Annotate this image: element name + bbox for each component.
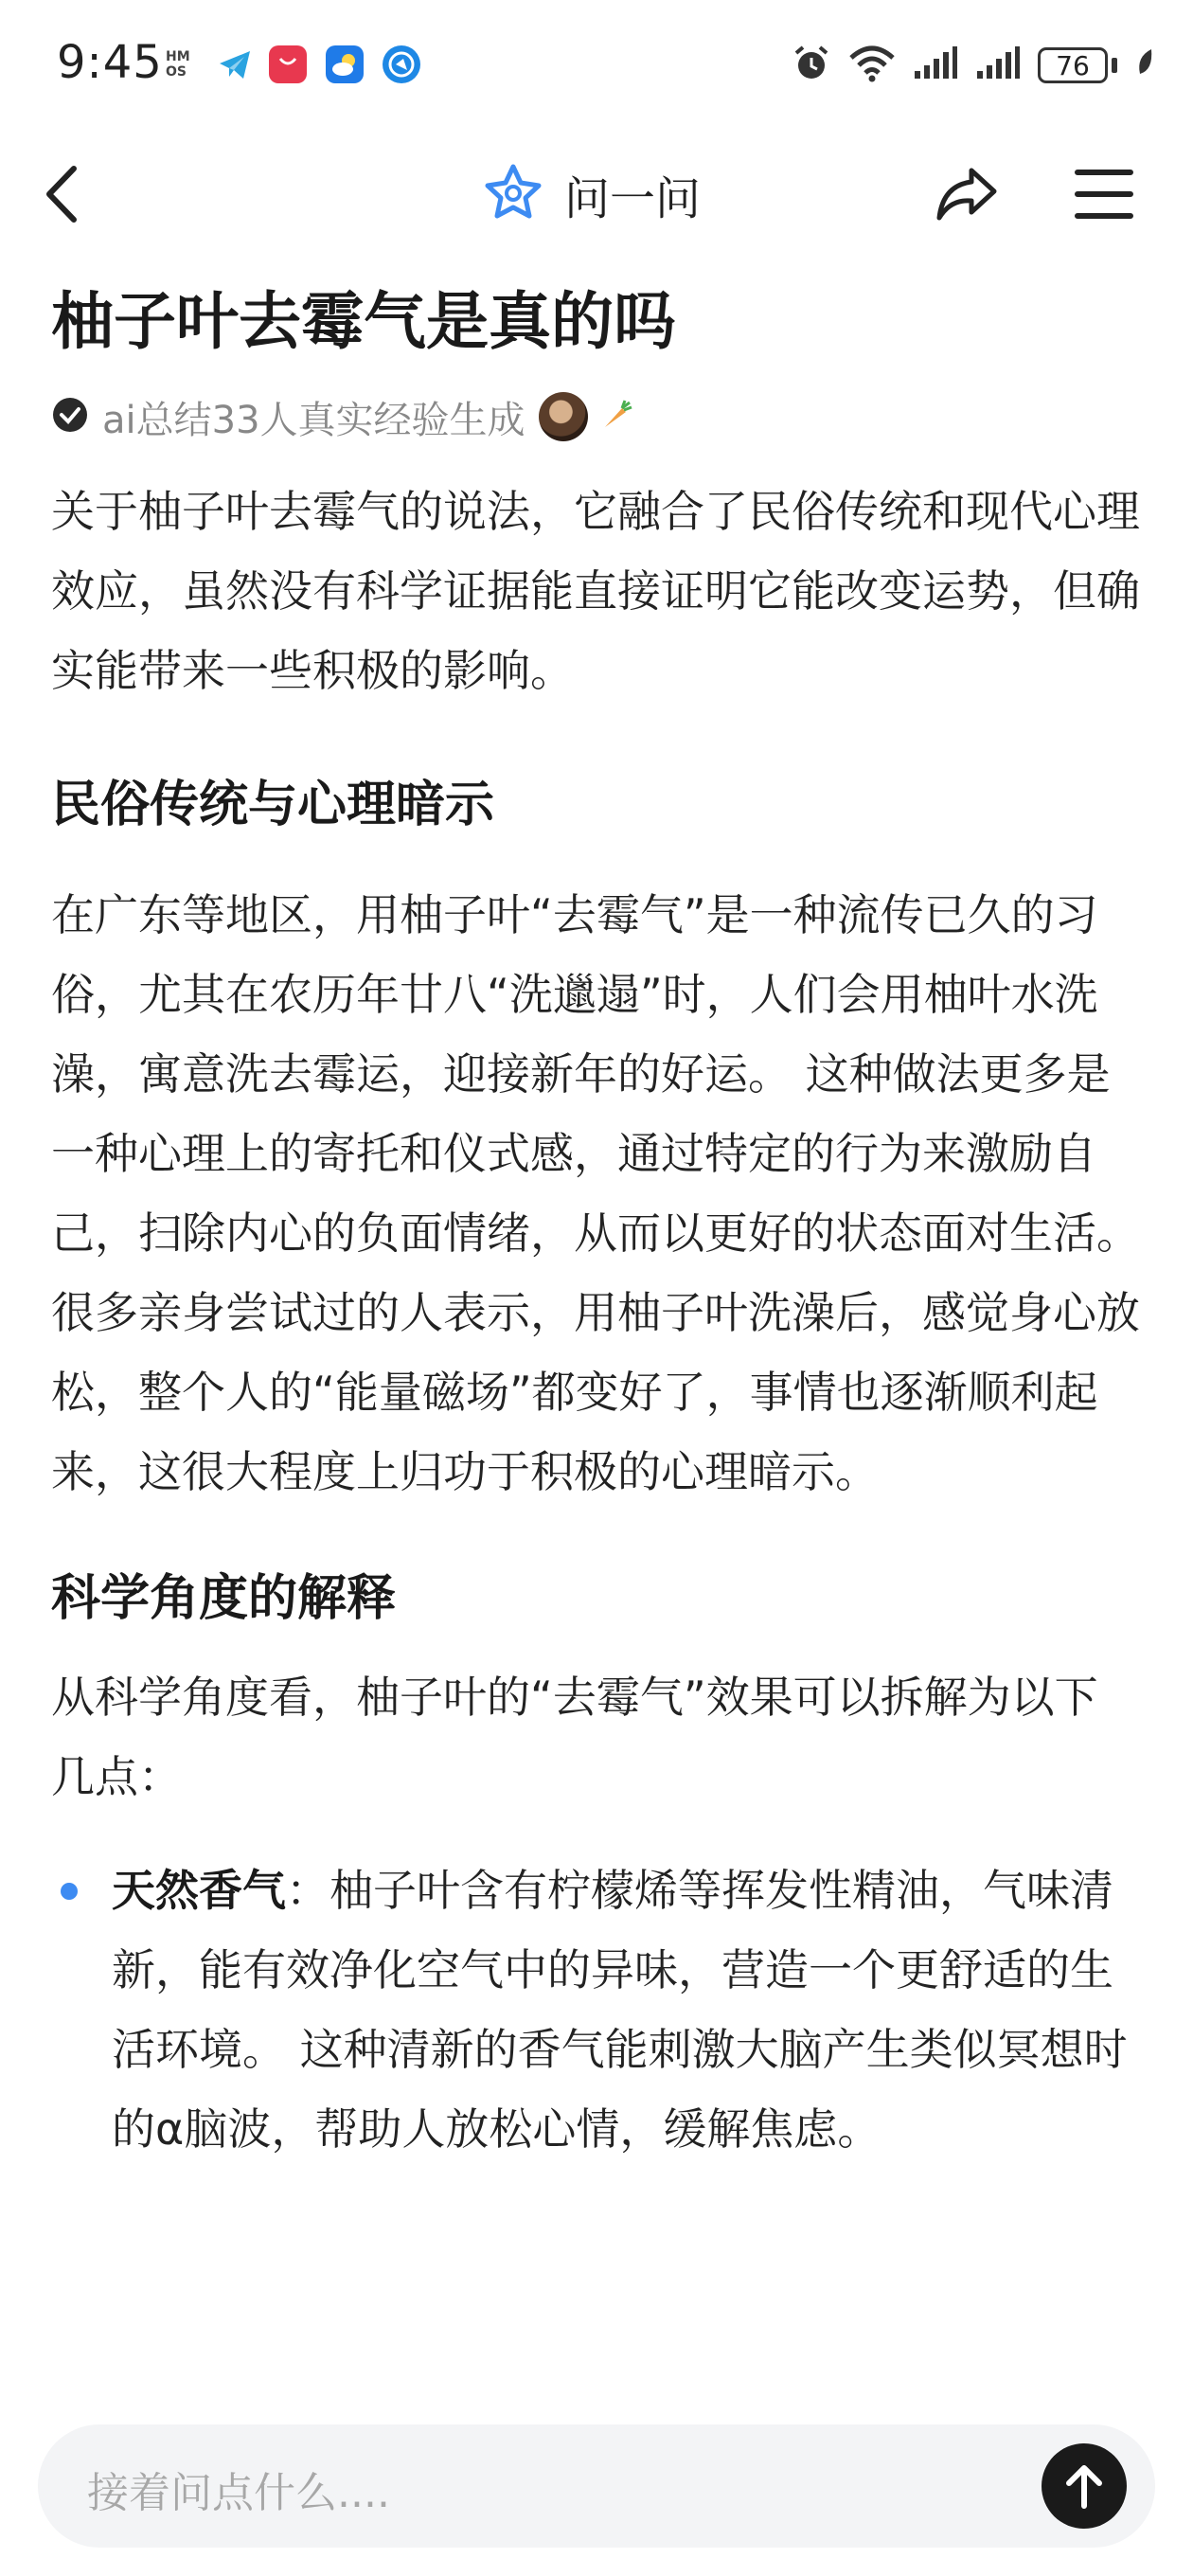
signal-icon: [913, 46, 958, 84]
list-item: [51, 1851, 1140, 2169]
list-item-body: ：柚子叶含有柠檬烯等挥发性精油，气味清新，能有效净化空气中的异味，营造一个更舒适的生活环境。 这种清新的香气能刺激大脑产生类似冥想时的α脑波，帮助人放松心情，缓解焦虑。: [112, 1865, 1128, 2155]
meta-text: ai总结33人真实经验生成: [102, 398, 525, 442]
ask-input[interactable]: [38, 2424, 1155, 2548]
back-arrow-icon[interactable]: [38, 163, 95, 225]
battery-icon: [1038, 47, 1117, 83]
page-title: 柚子叶去霉气是真的吗: [51, 285, 676, 358]
status-bar: [0, 0, 1193, 133]
weather-icon: [326, 45, 364, 83]
status-right: [792, 44, 1155, 87]
verified-check-icon: [51, 396, 89, 438]
wifi-icon: [848, 45, 896, 86]
menu-icon[interactable]: [1072, 165, 1138, 224]
browser-icon: [383, 45, 420, 83]
alarm-icon: [792, 44, 831, 87]
section-heading: 科学角度的解释: [51, 1570, 397, 1627]
section-paragraph: 在广东等地区，用柚子叶“去霉气”是一种流传已久的习俗，尤其在农历年廿八“洗邋遢”时，人们会用柚叶水洗澡，寓意洗去霉运，迎接新年的好运。 这种做法更多是一种心理上的寄托和仪式感，通过特定的行为来激励自己，扫除内心的负面情绪，从而以更好的状态面对生活。 很多亲身尝试过的人表示，用柚子叶洗澡后，感觉身心放松，整个人的“能量磁场”都变好了，事情也逐渐顺利起来，这很大程度上归功于积极的心理暗示。: [51, 889, 1140, 1497]
list-item-text: [112, 1851, 1140, 2169]
section-heading: 民俗传统与心理暗示: [51, 777, 495, 833]
send-button[interactable]: [1042, 2443, 1127, 2529]
ai-star-icon: [483, 162, 543, 226]
signal-icon: [975, 46, 1021, 84]
article: [51, 275, 1140, 2169]
list-item-label: 天然香气: [112, 1865, 286, 1916]
nav-title-text: 问一问: [564, 171, 702, 225]
battery-level: 76: [1038, 47, 1108, 83]
bullet-dot: [61, 1883, 78, 1900]
share-icon[interactable]: [934, 161, 1000, 227]
avatar: [539, 392, 588, 441]
nav-title: [483, 161, 701, 227]
ask-placeholder: 接着问点什么....: [87, 2469, 390, 2517]
carrot-icon: [601, 399, 633, 435]
telegram-icon: [216, 45, 254, 83]
section-paragraph: 从科学角度看，柚子叶的“去霉气”效果可以拆解为以下几点：: [51, 1672, 1098, 1802]
nav-bar: [0, 142, 1193, 246]
status-time: 9:45: [57, 36, 163, 89]
huawei-appgallery-icon: [269, 45, 307, 83]
intro-paragraph: 关于柚子叶去霉气的说法，它融合了民俗传统和现代心理效应，虽然没有科学证据能直接证明它能改变运势，但确实能带来一些积极的影响。: [51, 486, 1140, 696]
leaf-icon: [1134, 47, 1155, 83]
arrow-up-icon: [1063, 2462, 1105, 2510]
meta-row: [51, 388, 1140, 445]
hmos-label: HM OS: [166, 49, 190, 80]
